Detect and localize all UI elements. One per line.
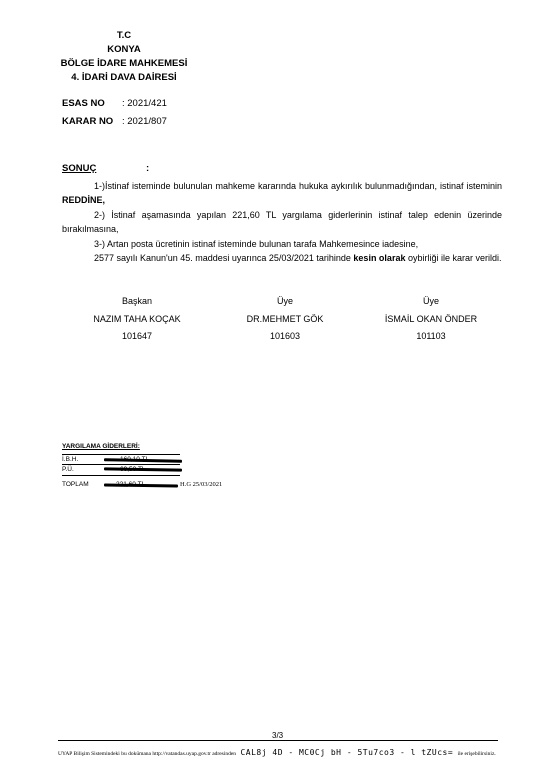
signature-name-3: İSMAİL OKAN ÖNDER [384,314,478,324]
decision-paragraph-4-text-b: oybirliği ile karar verildi. [407,253,502,263]
page-number: 3/3 [272,731,284,740]
decision-paragraph-4-text-a: 2577 sayılı Kanun'un 45. maddesi uyarınca 25/03/2021 tarihinde [94,253,351,263]
cost-total-label: TOPLAM [62,481,89,488]
karar-no-value: : 2021/807 [122,116,167,127]
signature-id-2: 101603 [269,331,301,341]
cost-total-note: H.G 25/03/2021 [180,481,223,488]
footer-text: UYAP Bilişim Sistemindeki bu dokümana http://vatandas.uyap.gov.tr adresinden [58,751,237,757]
court-header-chamber: 4. İDARİ DAVA DAİRESİ [71,72,177,83]
karar-no-label: KARAR NO [62,116,114,127]
footer-suffix: ile erişebilirsiniz. [457,751,496,757]
decision-paragraph-4 [62,251,502,265]
court-header-city: KONYA [107,44,141,55]
signature-id-3: 101103 [416,331,446,341]
court-header-court: BÖLGE İDARE MAHKEMESİ [60,58,188,69]
signature-name-2: DR.MEHMET GÖK [246,314,324,324]
costs-rule-top [62,454,180,455]
signature-role-2: Üye [276,296,293,306]
sonuc-title [62,163,149,174]
costs-rule-mid [62,464,180,465]
decision-paragraph-2: 2-) İstinaf aşamasında yapılan 221,60 TL yargılama giderlerinin istinaf talep edenin üzerinde bırakılmasına, [62,210,502,234]
decision-final-bold: kesin olarak [353,253,406,263]
court-header-tc: T.C [116,30,132,41]
costs-rule-bottom [62,475,180,476]
decision-reject-bold: REDDİNE, [62,195,106,205]
signature-role-3: Üye [422,296,439,306]
footer-verification-code: CAL8j 4D - MC0Cj bH - 5Tu7co3 - l tZUcs= [240,748,454,757]
footer-rule [58,740,498,741]
costs-title: YARGILAMA GİDERLERİ: [62,443,140,450]
decision-paragraph-1 [62,179,502,207]
footer-line [58,742,496,760]
signature-name-1: NAZIM TAHA KOÇAK [93,314,181,324]
decision-paragraph-1-text: 1-)İstinaf isteminde bulunulan mahkeme kararında hukuka aykırılık bulunmadığından, istinaf isteminin [94,181,502,191]
signature-role-1: Başkan [121,296,153,306]
sonuc-title-colon: : [146,163,150,174]
decision-paragraph-3: 3-) Artan posta ücretinin istinaf isteminde bulunan tarafa Mahkemesince iadesine, [94,239,419,249]
esas-no-label: ESAS NO [62,98,105,109]
cost-label-pu: P.Ü. [62,466,74,473]
esas-no-value: : 2021/421 [122,98,167,109]
redaction-mark [104,467,182,471]
sonuc-title-text: SONUÇ [62,163,97,174]
cost-label-ibh: İ.B.H. [62,456,79,463]
signature-id-1: 101647 [121,331,153,341]
